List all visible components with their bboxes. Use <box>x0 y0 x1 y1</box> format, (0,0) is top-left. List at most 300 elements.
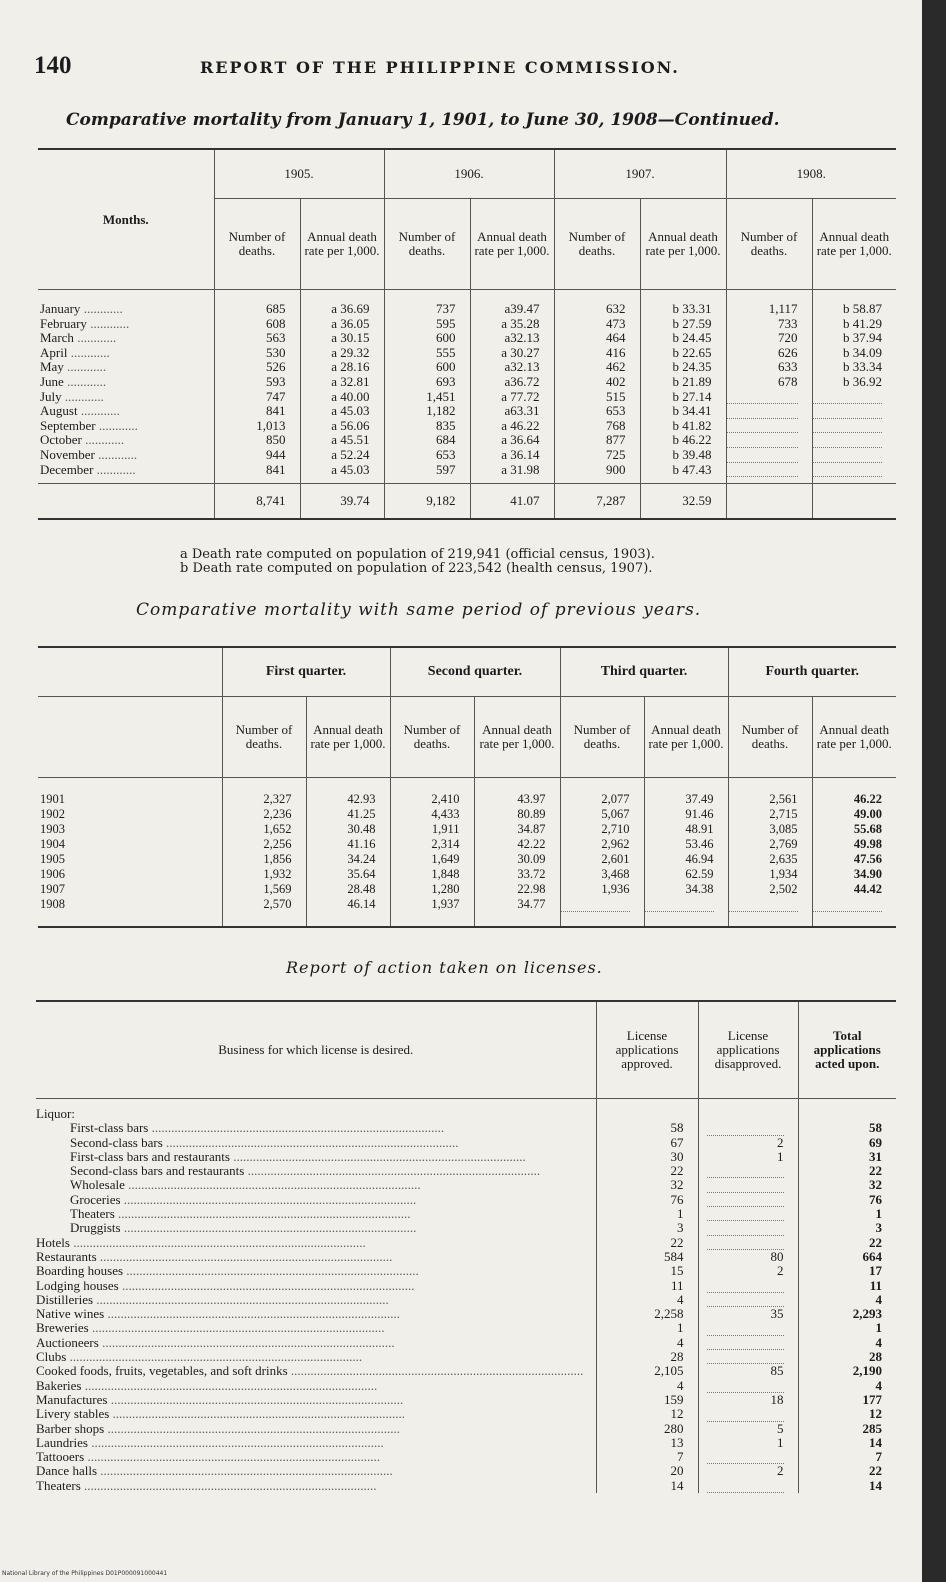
cell-value: b 58.87 <box>843 301 882 316</box>
business-label: Theaters <box>70 1207 115 1222</box>
cell-value: a 31.98 <box>501 461 540 477</box>
empty-dotted-cell <box>645 897 714 912</box>
q3-deaths <box>560 778 644 928</box>
empty-dotted-cell <box>727 419 798 434</box>
year-header: 1907. <box>554 149 726 199</box>
business-label: Second-class bars and restaurants <box>70 1164 245 1179</box>
business-label: First-class bars <box>70 1121 149 1136</box>
empty-dotted-cell <box>729 897 798 912</box>
total-rate-1905: 39.74 <box>300 484 384 520</box>
approved-value: 1 <box>677 1206 684 1222</box>
empty-dotted-cell <box>727 390 798 405</box>
cell-value: 22.98 <box>517 882 546 896</box>
cell-value: 526 <box>266 359 286 375</box>
deaths-1907 <box>554 290 640 484</box>
cell-value: June ............ <box>40 373 107 389</box>
empty-dotted-cell <box>813 390 883 405</box>
dot-leader: .......................................................................................... <box>114 1207 411 1222</box>
cell-value: 62.59 <box>685 867 714 881</box>
approved-value: 2,105 <box>654 1363 684 1379</box>
empty-dotted-cell <box>813 463 883 478</box>
deaths-1908 <box>726 290 812 484</box>
q2-deaths <box>390 778 474 928</box>
business-name <box>36 1379 596 1393</box>
approved-value: 32 <box>670 1177 684 1193</box>
business-label: Barber shops <box>36 1421 105 1436</box>
cell-value: 43.97 <box>517 792 546 806</box>
cell-value: a 29.32 <box>331 344 370 360</box>
cell-value: b 37.94 <box>843 330 882 346</box>
cell-value: 48.91 <box>685 822 714 836</box>
business-name <box>36 1479 596 1493</box>
cell-value: 2,962 <box>601 837 630 851</box>
cell-value: 1,936 <box>601 882 630 896</box>
cell-value: 35.64 <box>347 867 376 881</box>
total-rate-1907: 32.59 <box>640 484 726 520</box>
disapproved-value <box>707 1350 784 1364</box>
disapproved-value <box>707 1279 784 1293</box>
cell-value: May ............ <box>40 359 107 375</box>
business-name <box>36 1193 596 1207</box>
empty-dotted-cell <box>727 433 798 448</box>
cell-value: a 52.24 <box>331 446 370 462</box>
disapproved-value <box>707 1164 784 1178</box>
cell-value: 597 <box>436 461 456 477</box>
cell-value: a32.13 <box>504 330 540 346</box>
business-label: Theaters <box>36 1478 81 1493</box>
total-value: 17 <box>869 1263 882 1279</box>
total-value: 4 <box>875 1377 882 1393</box>
rate-column-header: Annual death rate per 1,000. <box>306 697 390 778</box>
cell-value: a39.47 <box>504 301 540 316</box>
cell-value: 1904 <box>40 837 65 851</box>
dot-leader: .......................................................................................... <box>98 1335 395 1350</box>
cell-value: November ............ <box>40 446 138 462</box>
cell-value: March ............ <box>40 330 117 346</box>
total-deaths-1908 <box>726 484 812 520</box>
total-value: 4 <box>875 1334 882 1350</box>
cell-value: July ............ <box>40 388 104 404</box>
cell-value: 2,561 <box>769 792 798 806</box>
cell-value: 693 <box>436 373 456 389</box>
cell-value: 684 <box>436 432 456 448</box>
business-label: Cooked foods, fruits, vegetables, and soft drinks <box>36 1364 288 1379</box>
cell-value: a 46.22 <box>501 417 540 433</box>
cell-value: 47.56 <box>853 852 882 866</box>
cell-value: 1,182 <box>426 403 456 419</box>
cell-value: 2,502 <box>769 882 798 896</box>
cell-value: 841 <box>266 403 286 419</box>
footnote-a: a Death rate computed on population of 219,941 (official census, 1903). <box>180 547 655 562</box>
total-value: 1 <box>875 1320 882 1336</box>
total-value: 22 <box>869 1234 882 1250</box>
approved-value: 4 <box>677 1377 684 1393</box>
cell-value: 720 <box>778 330 798 346</box>
cell-value: b 33.31 <box>672 301 712 316</box>
cell-value: b 22.65 <box>672 344 712 360</box>
disapproved-value <box>707 1236 784 1250</box>
dot-leader: .......................................................................................... <box>69 1235 366 1250</box>
cell-value: 737 <box>436 301 456 316</box>
approved-value: 76 <box>670 1191 684 1207</box>
cell-value: 473 <box>606 315 626 331</box>
cell-value: 1,117 <box>768 301 798 316</box>
cell-value: 462 <box>606 359 626 375</box>
cell-value: December ............ <box>40 461 136 477</box>
business-label: Dance halls <box>36 1464 98 1479</box>
cell-value: 42.93 <box>347 792 376 806</box>
cell-value: 1908 <box>40 897 65 911</box>
dot-leader: ............ <box>67 344 110 360</box>
cell-value: 733 <box>778 315 798 331</box>
cell-value: 1,451 <box>426 388 456 404</box>
disapproved-value: 2 <box>777 1463 784 1479</box>
cell-value: 49.98 <box>853 837 882 851</box>
disapproved-value <box>707 1407 784 1421</box>
deaths-column-header: Number of deaths. <box>214 199 300 290</box>
mortality-table-title: Comparative mortality from January 1, 1901, to June 30, 1908—Continued. <box>66 110 780 130</box>
cell-value: 1,932 <box>263 867 292 881</box>
business-label: Hotels <box>36 1235 70 1250</box>
dot-leader: .......................................................................................... <box>244 1164 541 1179</box>
business-name <box>36 1164 596 1178</box>
cell-value: 53.46 <box>685 837 714 851</box>
cell-value: 626 <box>778 344 798 360</box>
blank-header <box>38 697 222 778</box>
cell-value: 30.09 <box>517 852 546 866</box>
cell-value: b 41.29 <box>843 315 882 331</box>
dot-leader: .......................................................................................... <box>97 1464 393 1479</box>
business-label: Boarding houses <box>36 1264 124 1279</box>
business-name <box>36 1336 596 1350</box>
approved-value: 3 <box>677 1220 684 1236</box>
business-name <box>36 1293 596 1307</box>
disapproved-value: 5 <box>777 1420 784 1436</box>
cell-value: October ............ <box>40 432 125 448</box>
deaths-column-header: Number of deaths. <box>560 697 644 778</box>
cell-value: 1901 <box>40 792 65 806</box>
cell-value: April ............ <box>40 344 110 360</box>
cell-value: 3,468 <box>601 867 630 881</box>
cell-value: 1,013 <box>256 417 286 433</box>
cell-value: 2,570 <box>263 897 292 911</box>
months-header: Months. <box>38 149 214 290</box>
cell-value: b 33.34 <box>843 359 882 375</box>
empty-dotted-cell <box>727 404 798 419</box>
q1-rates <box>306 778 390 928</box>
total-value: 12 <box>869 1406 882 1422</box>
empty-dotted-cell <box>727 463 798 478</box>
rate-column-header: Annual death rate per 1,000. <box>812 697 896 778</box>
q1-deaths <box>222 778 306 928</box>
deaths-1905 <box>214 290 300 484</box>
cell-value: January ............ <box>40 301 123 316</box>
disapproved-value: 2 <box>777 1263 784 1279</box>
dot-leader: .......................................................................................... <box>88 1321 385 1336</box>
cell-value: 33.72 <box>517 867 546 881</box>
quarterly-mortality-table <box>38 646 896 928</box>
business-label: Groceries <box>70 1192 121 1207</box>
cell-value: 1,652 <box>263 822 292 836</box>
cell-value: a63.31 <box>504 403 540 419</box>
disapproved-value <box>707 1450 784 1464</box>
dot-leader: ............ <box>61 388 104 404</box>
scan-dark-edge <box>922 0 946 1582</box>
total-value: 7 <box>875 1449 882 1465</box>
business-name <box>36 1236 596 1250</box>
cell-value: 877 <box>606 432 626 448</box>
cell-value: 42.22 <box>517 837 546 851</box>
approved-value: 280 <box>664 1420 684 1436</box>
dot-leader: .......................................................................................... <box>84 1450 380 1465</box>
cell-value: 725 <box>606 446 626 462</box>
dot-leader: .......................................................................................... <box>96 1249 393 1264</box>
cell-value: 34.90 <box>853 867 882 881</box>
deaths-column-header: Number of deaths. <box>222 697 306 778</box>
cell-value: 678 <box>778 373 798 389</box>
cell-value: 41.25 <box>347 807 376 821</box>
business-name <box>36 1350 596 1364</box>
business-label: Wholesale <box>70 1178 125 1193</box>
total-deaths-1905: 8,741 <box>214 484 300 520</box>
disapproved-value: 18 <box>770 1391 784 1407</box>
cell-value: b 34.09 <box>843 344 882 360</box>
cell-value: 34.38 <box>685 882 714 896</box>
total-value: 22 <box>869 1163 882 1179</box>
cell-value: 2,601 <box>601 852 630 866</box>
cell-value: 91.46 <box>685 807 714 821</box>
rate-column-header: Annual death rate per 1,000. <box>470 199 554 290</box>
cell-value: 41.16 <box>347 837 376 851</box>
cell-value: 600 <box>436 359 456 375</box>
total-value: 28 <box>869 1349 882 1365</box>
business-name <box>36 1450 596 1464</box>
disapproved-value <box>707 1121 784 1135</box>
dot-leader: ............ <box>63 359 107 375</box>
empty-dotted-cell <box>813 419 883 434</box>
dot-leader: .......................................................................................... <box>120 1192 417 1207</box>
disapproved-value: 1 <box>777 1434 784 1450</box>
cell-value: 55.68 <box>853 822 882 836</box>
year-column-header <box>38 647 222 697</box>
cell-value: 841 <box>266 461 286 477</box>
page-number: 140 <box>34 52 72 79</box>
footnotes <box>180 548 655 576</box>
cell-value: 44.42 <box>853 882 882 896</box>
cell-value: b 47.43 <box>672 461 712 477</box>
total-deaths-1907: 7,287 <box>554 484 640 520</box>
approved-value: 22 <box>670 1234 684 1250</box>
cell-value: 633 <box>778 359 798 375</box>
cell-value: 34.77 <box>517 897 546 911</box>
cell-value: 608 <box>266 315 286 331</box>
cell-value: a 40.00 <box>331 388 370 404</box>
total-value: 32 <box>869 1177 882 1193</box>
business-label: Clubs <box>36 1350 67 1365</box>
cell-value: b 34.41 <box>672 403 712 419</box>
dot-leader: .......................................................................................... <box>162 1135 459 1150</box>
cell-value: b 41.82 <box>672 417 712 433</box>
cell-value: 416 <box>606 344 626 360</box>
disapproved-value <box>707 1321 784 1335</box>
business-name <box>36 1422 596 1436</box>
disapproved-column-header: License applications disapproved. <box>698 1001 798 1099</box>
year-labels <box>38 778 222 928</box>
cell-value: August ............ <box>40 403 120 419</box>
cell-value: 1905 <box>40 852 65 866</box>
approved-value: 1 <box>677 1320 684 1336</box>
business-label: Auctioneers <box>36 1335 99 1350</box>
business-name <box>36 1107 596 1121</box>
total-values <box>798 1099 896 1494</box>
quarter-header: Fourth quarter. <box>728 647 896 697</box>
disapproved-value <box>707 1178 784 1192</box>
total-value: 177 <box>862 1391 882 1407</box>
business-name <box>36 1264 596 1278</box>
dot-leader: .......................................................................................... <box>80 1478 377 1493</box>
cell-value: a 36.69 <box>331 301 370 316</box>
business-name <box>36 1321 596 1335</box>
empty-dotted-cell <box>813 897 883 912</box>
approved-value <box>597 1107 684 1121</box>
disapproved-value <box>707 1479 784 1493</box>
business-name <box>36 1221 596 1235</box>
business-name <box>36 1150 596 1164</box>
cell-value: 530 <box>266 344 286 360</box>
approved-value: 15 <box>670 1263 684 1279</box>
business-name <box>36 1407 596 1421</box>
cell-value: a36.72 <box>504 373 540 389</box>
cell-value: 944 <box>266 446 286 462</box>
total-value: 11 <box>869 1277 882 1293</box>
cell-value: 595 <box>436 315 456 331</box>
cell-value: 4,433 <box>431 807 460 821</box>
quarter-header: Third quarter. <box>560 647 728 697</box>
dot-leader: .......................................................................................... <box>124 1178 421 1193</box>
rate-column-header: Annual death rate per 1,000. <box>644 697 728 778</box>
page-header <box>34 52 904 86</box>
deaths-column-header: Number of deaths. <box>384 199 470 290</box>
total-value: 14 <box>869 1434 882 1450</box>
approved-value: 14 <box>670 1477 684 1493</box>
deaths-column-header: Number of deaths. <box>728 697 812 778</box>
business-label: Druggists <box>70 1221 121 1236</box>
business-name <box>36 1136 596 1150</box>
cell-value: b 27.14 <box>672 388 712 404</box>
dot-leader: ............ <box>80 301 123 316</box>
approved-value: 4 <box>677 1291 684 1307</box>
business-name <box>36 1307 596 1321</box>
quarter-header: First quarter. <box>222 647 390 697</box>
total-value: 1 <box>875 1206 882 1222</box>
dot-leader: ............ <box>86 315 130 331</box>
dot-leader: .......................................................................................... <box>104 1421 400 1436</box>
total-deaths-1906: 9,182 <box>384 484 470 520</box>
year-header: 1905. <box>214 149 384 199</box>
cell-value: 1,937 <box>431 897 460 911</box>
total-value <box>799 1107 883 1121</box>
approved-value: 28 <box>670 1349 684 1365</box>
disapproved-value: 35 <box>770 1306 784 1322</box>
cell-value: a 28.16 <box>331 359 370 375</box>
q2-rates <box>474 778 560 928</box>
disapproved-value <box>699 1107 784 1121</box>
empty-dotted-cell <box>813 404 883 419</box>
approved-column-header: License applications approved. <box>596 1001 698 1099</box>
cell-value: a 36.05 <box>331 315 370 331</box>
cell-value: 2,715 <box>769 807 798 821</box>
cell-value: 46.22 <box>853 792 882 806</box>
cell-value: a 36.14 <box>501 446 540 462</box>
disapproved-value <box>707 1207 784 1221</box>
cell-value: 34.87 <box>517 822 546 836</box>
business-label: Restaurants <box>36 1249 97 1264</box>
dot-leader: .......................................................................................... <box>107 1392 404 1407</box>
q3-rates <box>644 778 728 928</box>
approved-value: 30 <box>670 1148 684 1164</box>
disapproved-value: 80 <box>770 1248 784 1264</box>
cell-value: 1,848 <box>431 867 460 881</box>
dot-leader: ............ <box>93 461 136 477</box>
disapproved-value: 85 <box>770 1363 784 1379</box>
cell-value: 49.00 <box>853 807 882 821</box>
dot-leader: ............ <box>77 403 120 419</box>
approved-value: 11 <box>670 1277 684 1293</box>
approved-value: 58 <box>670 1120 684 1136</box>
rates-1907 <box>640 290 726 484</box>
disapproved-value <box>707 1379 784 1393</box>
cell-value: 900 <box>606 461 626 477</box>
cell-value: a 35.28 <box>501 315 540 331</box>
approved-value: 4 <box>677 1334 684 1350</box>
business-name <box>36 1207 596 1221</box>
cell-value: 1,569 <box>263 882 292 896</box>
cell-value: a 30.15 <box>331 330 370 346</box>
cell-value: 28.48 <box>347 882 376 896</box>
year-header: 1906. <box>384 149 554 199</box>
cell-value: a 32.81 <box>331 373 370 389</box>
total-value: 69 <box>869 1134 882 1150</box>
rate-column-header: Annual death rate per 1,000. <box>812 199 896 290</box>
cell-value: 632 <box>606 301 626 316</box>
business-column-header: Business for which license is desired. <box>36 1001 596 1099</box>
cell-value: 1,649 <box>431 852 460 866</box>
dot-leader: .......................................................................................... <box>81 1378 378 1393</box>
rate-column-header: Annual death rate per 1,000. <box>300 199 384 290</box>
dot-leader: ............ <box>73 330 117 346</box>
dot-leader: .......................................................................................... <box>123 1264 419 1279</box>
total-column-header: Total applications acted upon. <box>798 1001 896 1099</box>
deaths-column-header: Number of deaths. <box>554 199 640 290</box>
rates-1905 <box>300 290 384 484</box>
dot-leader: ............ <box>94 446 138 462</box>
cell-value: a 45.03 <box>331 403 370 419</box>
business-name <box>36 1121 596 1135</box>
cell-value: 768 <box>606 417 626 433</box>
cell-value: 747 <box>266 388 286 404</box>
business-label: Manufactures <box>36 1392 108 1407</box>
scan-credit: National Library of the Philippines D01P000091000441 <box>2 1570 168 1577</box>
cell-value: 2,077 <box>601 792 630 806</box>
deaths-1906 <box>384 290 470 484</box>
dot-leader: .......................................................................................... <box>87 1435 384 1450</box>
dot-leader: .......................................................................................... <box>93 1292 389 1307</box>
cell-value: a 36.64 <box>501 432 540 448</box>
business-label: Laundries <box>36 1435 88 1450</box>
total-value: 2,190 <box>852 1363 882 1379</box>
cell-value: b 36.92 <box>843 373 882 389</box>
q4-rates <box>812 778 896 928</box>
